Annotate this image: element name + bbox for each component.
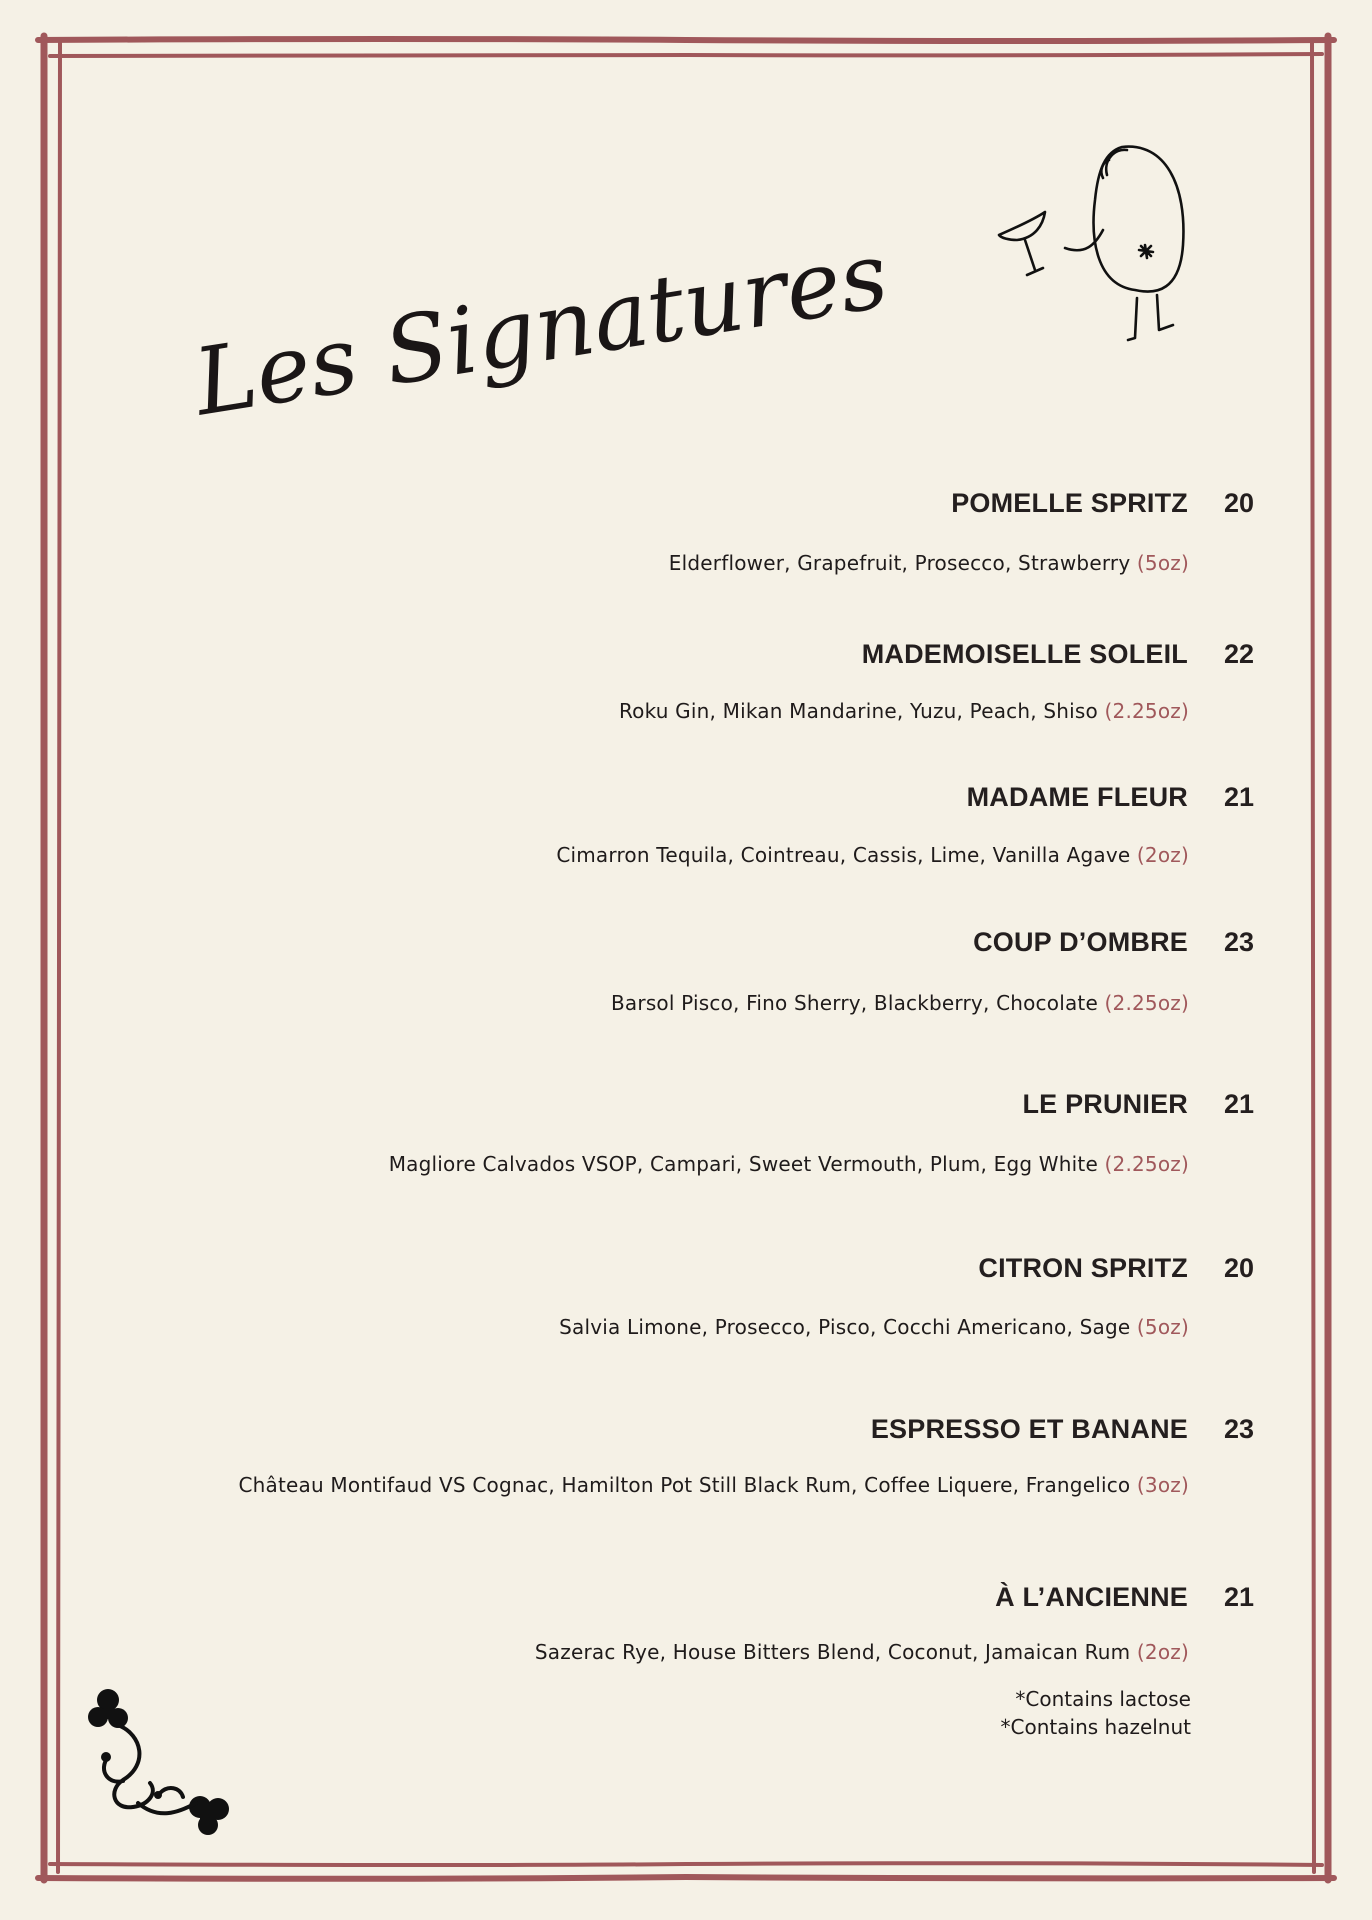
- drink-name: MADAME FLEUR: [966, 782, 1188, 812]
- volume-text: (2oz): [1136, 843, 1189, 867]
- volume-text: (5oz): [1136, 551, 1189, 575]
- drink-ingredients: [556, 843, 1189, 867]
- volume-text: (2.25oz): [1104, 991, 1189, 1015]
- ingredients-text: Roku Gin, Mikan Mandarine, Yuzu, Peach, Shiso: [618, 699, 1098, 723]
- drink-price: 20: [1223, 488, 1254, 518]
- drink-name: LE PRUNIER: [1022, 1089, 1188, 1119]
- volume-text: (5oz): [1136, 1315, 1189, 1339]
- ingredients-text: Magliore Calvados VSOP, Campari, Sweet Vermouth, Plum, Egg White: [388, 1152, 1098, 1176]
- ingredients-text: Cimarron Tequila, Cointreau, Cassis, Lime, Vanilla Agave: [556, 843, 1131, 867]
- allergen-notes: [1001, 1685, 1191, 1741]
- drink-price: 21: [1223, 1582, 1254, 1612]
- volume-text: (2.25oz): [1104, 699, 1189, 723]
- drink-ingredients: [669, 551, 1189, 575]
- ingredients-text: Sazerac Rye, House Bitters Blend, Coconut, Jamaican Rum: [534, 1640, 1131, 1664]
- volume-text: (2oz): [1136, 1640, 1189, 1664]
- note-hazelnut: *Contains hazelnut: [1000, 1715, 1191, 1739]
- drink-price: 21: [1223, 782, 1254, 812]
- drink-ingredients: [238, 1473, 1189, 1497]
- volume-text: (3oz): [1136, 1473, 1189, 1497]
- drink-price: 20: [1223, 1253, 1254, 1283]
- drink-name: ESPRESSO ET BANANE: [870, 1414, 1188, 1444]
- menu-title-text: Les Signatures: [187, 221, 895, 437]
- ingredients-text: Barsol Pisco, Fino Sherry, Blackberry, Chocolate: [611, 991, 1098, 1015]
- drink-ingredients: [611, 991, 1189, 1015]
- ingredients-text: Château Montifaud VS Cognac, Hamilton Pot Still Black Rum, Coffee Liquere, Frangelico: [238, 1473, 1131, 1497]
- clover-flourish-icon: [88, 1685, 238, 1835]
- drink-name: POMELLE SPRITZ: [951, 488, 1188, 518]
- drink-ingredients: [559, 1315, 1189, 1339]
- drink-ingredients: [535, 1640, 1189, 1664]
- drink-ingredients: [619, 699, 1189, 723]
- drink-price: 23: [1223, 927, 1254, 957]
- drink-ingredients: [389, 1152, 1189, 1176]
- volume-text: (2.25oz): [1104, 1152, 1189, 1176]
- ingredients-text: Salvia Limone, Prosecco, Pisco, Cocchi Americano, Sage: [559, 1315, 1131, 1339]
- drink-name: MADEMOISELLE SOLEIL: [861, 639, 1188, 669]
- drink-name: COUP D’OMBRE: [973, 927, 1188, 957]
- menu-title: [180, 221, 895, 437]
- drink-price: 23: [1223, 1414, 1254, 1444]
- drink-name: À L’ANCIENNE: [995, 1582, 1188, 1612]
- drink-price: 22: [1223, 639, 1254, 669]
- drink-price: 21: [1223, 1089, 1254, 1119]
- drink-name: CITRON SPRITZ: [978, 1253, 1188, 1283]
- egg-mascot-icon: [995, 130, 1205, 345]
- ingredients-text: Elderflower, Grapefruit, Prosecco, Strawberry: [668, 551, 1131, 575]
- note-lactose: *Contains lactose: [1015, 1687, 1191, 1711]
